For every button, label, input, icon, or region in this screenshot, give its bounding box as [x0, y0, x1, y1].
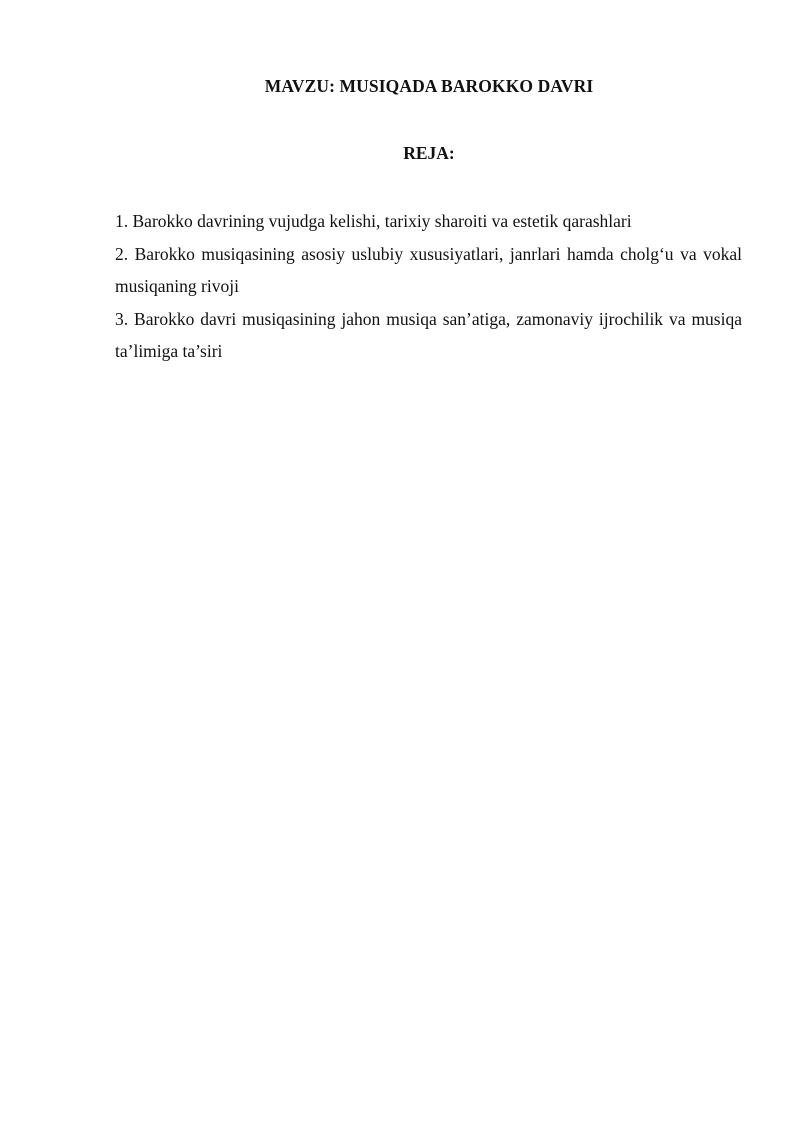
plan-heading: REJA:	[403, 143, 455, 163]
plan-item-3: 3. Barokko davri musiqasining jahon musiqa san’atiga, zamonaviy ijrochilik va musiqa ta’limiga ta’siri	[115, 308, 742, 361]
plan-item-1: 1. Barokko davrining vujudga kelishi, tarixiy sharoiti va estetik qarashlari	[115, 211, 632, 231]
document-title: MAVZU: MUSIQADA BAROKKO DAVRI	[264, 76, 594, 96]
plan-list	[115, 205, 742, 368]
plan-item-2: 2. Barokko musiqasining asosiy uslubiy xususiyatlari, janrlari hamda cholg‘u va vokal musiqaning rivoji	[115, 243, 742, 296]
